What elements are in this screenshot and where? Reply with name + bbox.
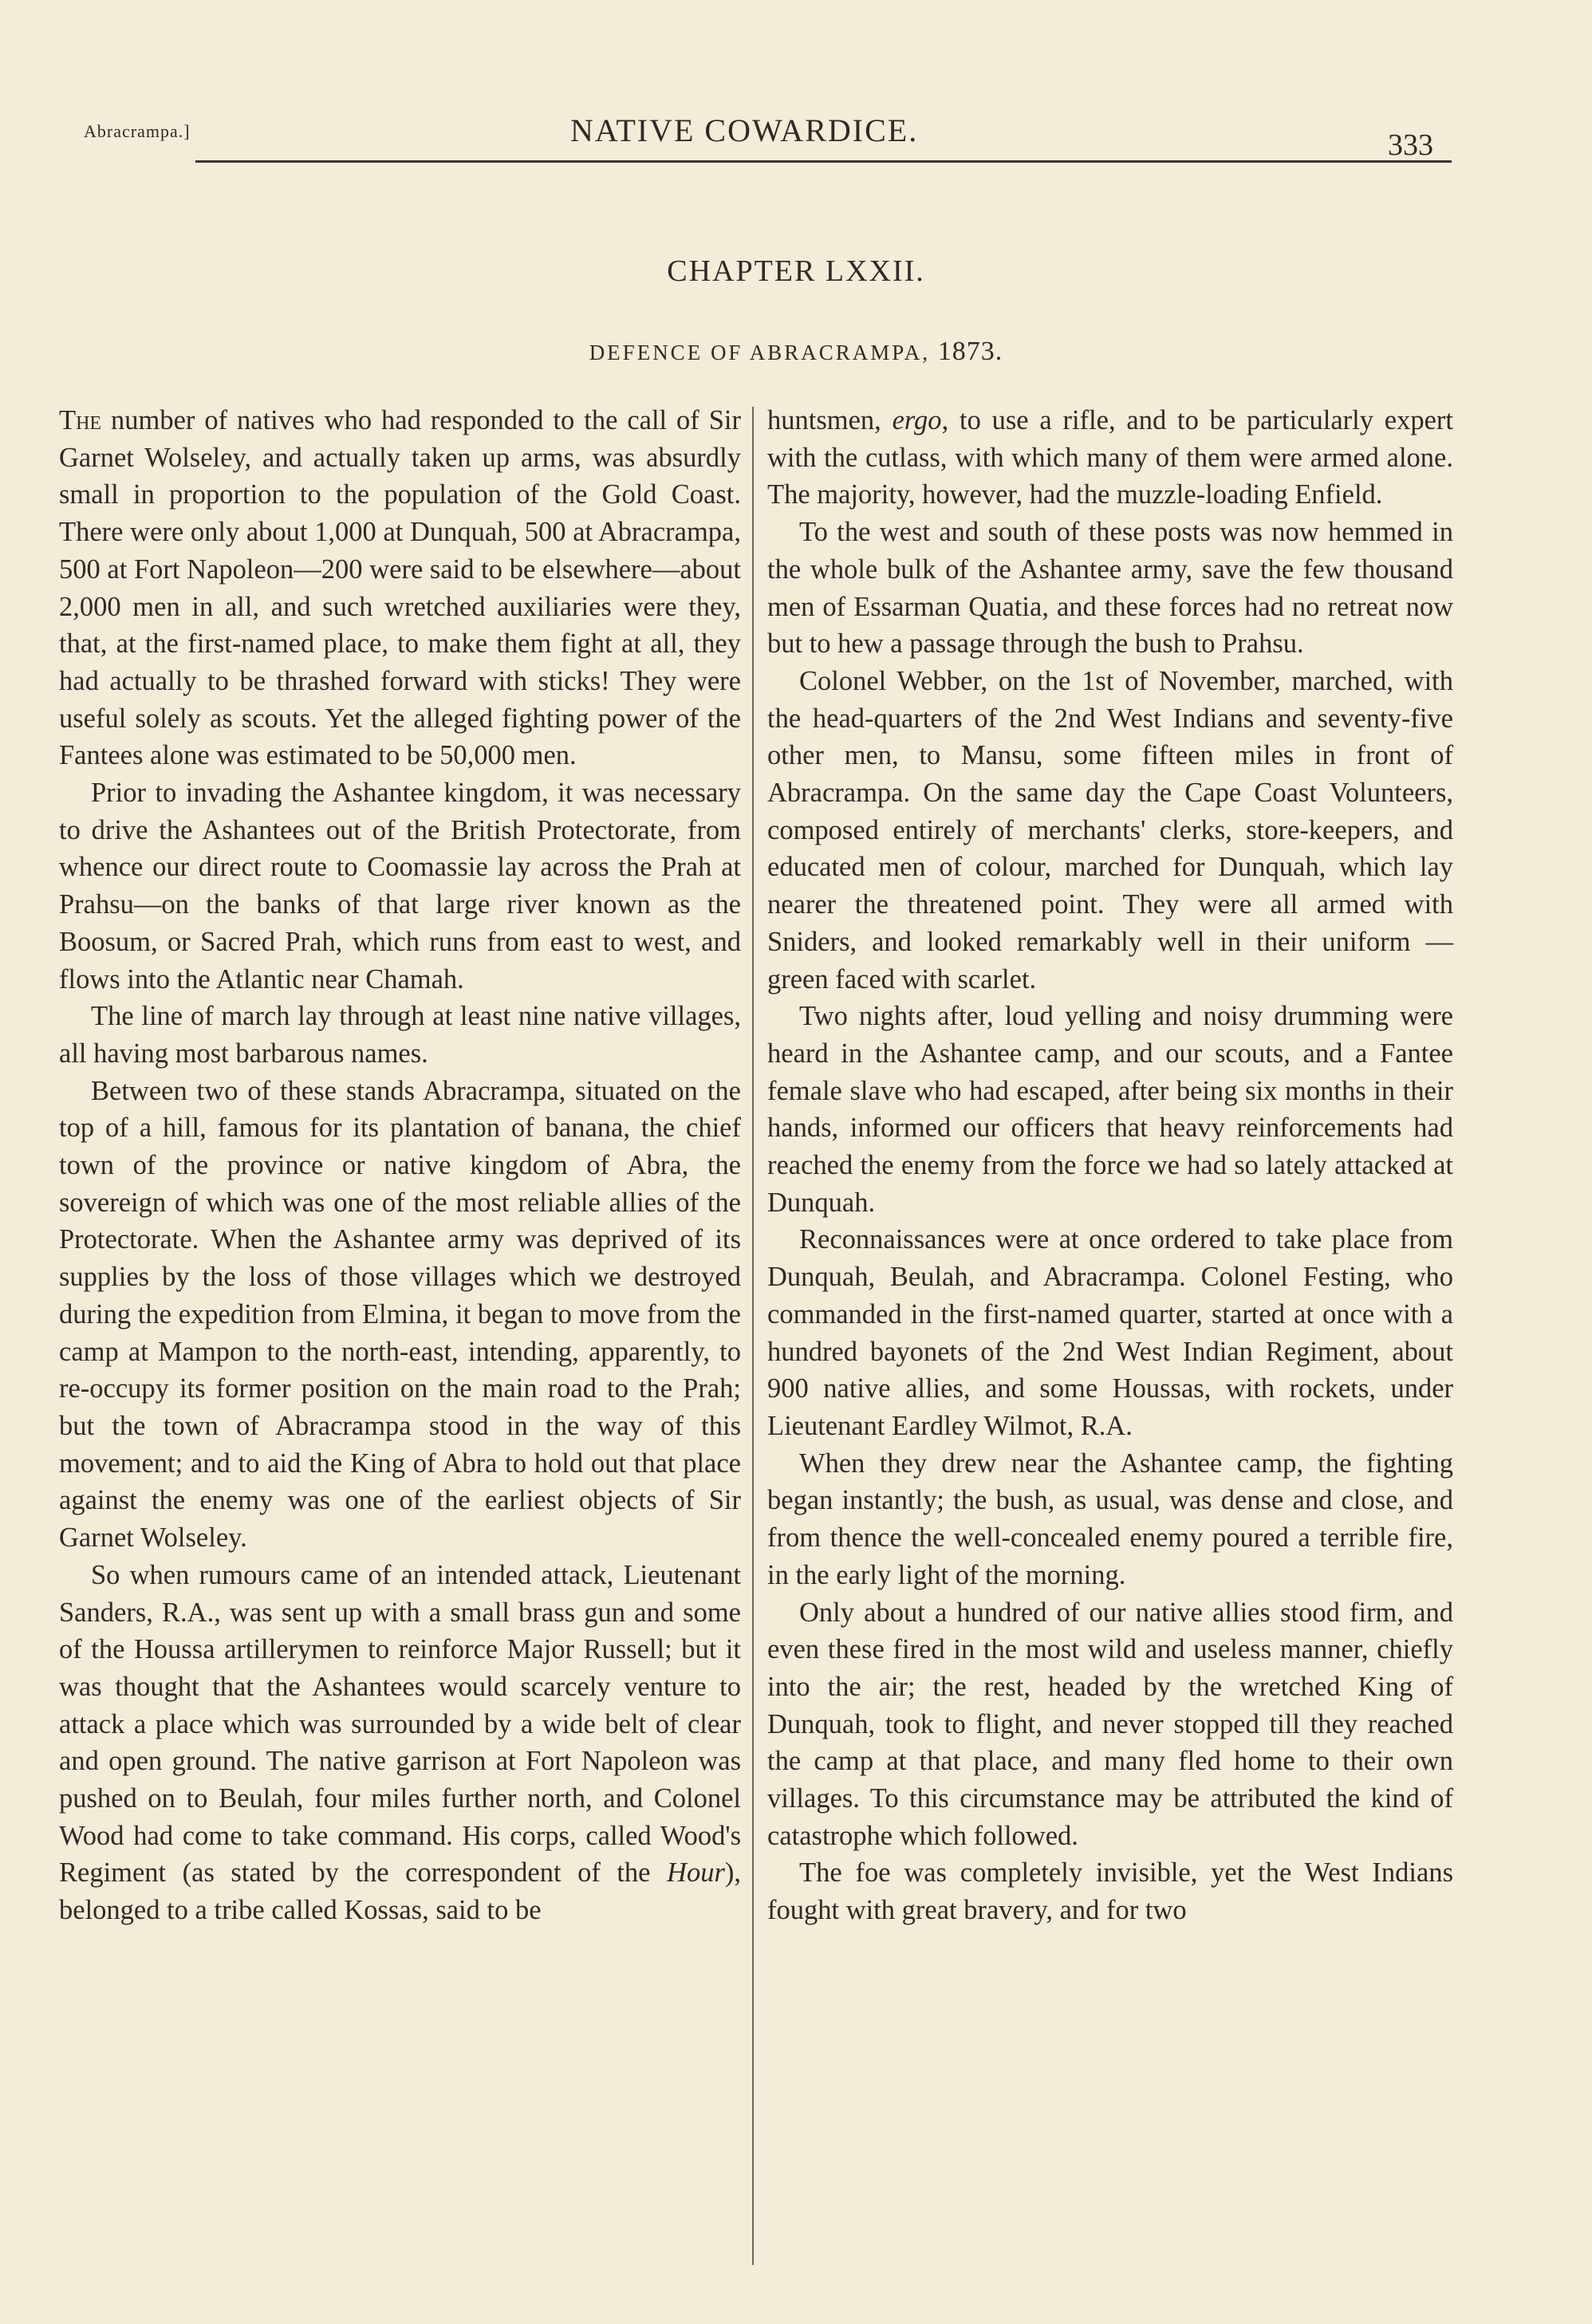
chapter-subtitle bbox=[0, 337, 1592, 367]
paragraph: Between two of these stands Abracrampa, situated on the top of a hill, famous for its plantation of banana, the chief town of the province or native kingdom of Abra, the sovereign of which was one of the most reliable allies of the Protectorate. When the Ashantee army was deprived of its supplies by the loss of those villages which we destroyed during the expedition from Elmina, it began to move from the camp at Mampon to the north-east, intending, apparently, to re-occupy its former position on the main road to the Prah; but the town of Abracrampa stood in the way of this movement; and to aid the King of Abra to hold out that place against the enemy was one of the earliest objects of Sir Garnet Wolseley. bbox=[59, 1075, 741, 1554]
subtitle-year: 1873. bbox=[937, 337, 1003, 366]
paragraph-text: ), belonged to a tribe called Kossas, said to be bbox=[59, 1857, 741, 1926]
left-column bbox=[59, 402, 741, 1929]
paragraph: Two nights after, loud yelling and noisy drumming were heard in the Ashantee camp, and our scouts, and a Fantee female slave who had escaped, after being six months in their hands, informed our officers that heavy reinforcements had reached the enemy from the force we had so lately attacked at Dunquah. bbox=[767, 1001, 1453, 1218]
paragraph: Colonel Webber, on the 1st of November, marched, with the head-quarters of the 2nd West Indians and seventy-five other men, to Mansu, some fifteen miles in front of Abracrampa. On the same day the Cape Coast Volunteers, composed entirely of merchants' clerks, store-keepers, and educated men of colour, marched for Dunquah, which lay nearer the threatened point. They were all armed with Sniders, and looked remarkably well in their uniform — green faced with scarlet. bbox=[767, 665, 1453, 995]
paragraph-text: So when rumours came of an intended attack, Lieutenant Sanders, R.A., was sent up with a small brass gun and some of the Houssa artillerymen to reinforce Major Russell; but it was thought that the Ashantees would scarcely venture to attack a place which was surrounded by a wide belt of clear and open ground. The native garrison at Fort Napoleon was pushed on to Beulah, four miles further north, and Colonel Wood had come to take command. His corps, called Wood's Regiment (as stated by the correspondent of the bbox=[59, 1559, 741, 1889]
paragraph: Reconnaissances were at once ordered to take place from Dunquah, Beulah, and Abracrampa. Colonel Festing, who commanded in the first-named quarter, started at once with a hundred bayonets of the 2nd West Indian Regiment, about 900 native allies, and some Houssas, with rockets, under Lieutenant Eardley Wilmot, R.A. bbox=[767, 1224, 1453, 1441]
paragraph: Only about a hundred of our native allies stood firm, and even these fired in the most wild and useless manner, chiefly into the air; the rest, headed by the wretched King of Dunquah, took to flight, and never stopped till they reached the camp at that place, and many fled home to their own villages. To this circumstance may be attributed the kind of catastrophe which followed. bbox=[767, 1597, 1453, 1851]
header-rule bbox=[195, 160, 1452, 163]
paragraph bbox=[59, 1557, 741, 1929]
drop-word: The bbox=[59, 405, 102, 435]
italic-text: ergo bbox=[892, 405, 942, 435]
paragraph: The foe was completely invisible, yet the West Indians fought with great bravery, and for two bbox=[767, 1857, 1453, 1926]
paragraph: The line of march lay through at least nine native villages, all having most barbarous names. bbox=[59, 1001, 741, 1069]
right-column bbox=[767, 402, 1453, 1929]
paragraph: When they drew near the Ashantee camp, the fighting began instantly; the bush, as usual, was dense and close, and from thence the well-concealed enemy poured a terrible fire, in the early light of the morning. bbox=[767, 1448, 1453, 1590]
paragraph: To the west and south of these posts was now hemmed in the whole bulk of the Ashantee army, save the few thousand men of Essarman Quatia, and these forces had no retreat now but to hew a passage through the bush to Prahsu. bbox=[767, 517, 1453, 660]
column-divider bbox=[752, 407, 754, 2265]
paragraph: Prior to invading the Ashantee kingdom, it was necessary to drive the Ashantees out of the British Protectorate, from whence our direct route to Coomassie lay across the Prah at Prahsu—on the banks of that large river known as the Boosum, or Sacred Prah, which runs from east to west, and flows into the Atlantic near Chamah. bbox=[59, 778, 741, 995]
page-number: 333 bbox=[1388, 128, 1433, 162]
paragraph-text: huntsmen, bbox=[767, 405, 893, 435]
italic-text: Hour bbox=[667, 1857, 725, 1889]
running-head-title: NATIVE COWARDICE. bbox=[570, 112, 919, 148]
paragraph-text: , to use a rifle, and to be particularly expert with the cutlass, with which many of them were armed alone. The majority, however, had the muzzle-loading Enfield. bbox=[767, 405, 1453, 510]
chapter-title: CHAPTER LXXII. bbox=[667, 254, 925, 288]
paragraph-text: number of natives who had responded to the call of Sir Garnet Wolseley, and actually taken up arms, was absurdly small in proportion to the population of the Gold Coast. There were only about 1,000 at Dunquah, 500 at Abracrampa, 500 at Fort Napoleon—200 were said to be elsewhere—about 2,000 men in all, and such wretched auxiliaries were they, that, at the first-named place, to make them fight at all, they had actually to be thrashed forward with sticks! They were useful solely as scouts. Yet the alleged fighting power of the Fantees alone was estimated to be 50,000 men. bbox=[59, 405, 741, 771]
running-head bbox=[84, 112, 1456, 160]
running-head-left: Abracrampa.] bbox=[84, 121, 191, 141]
paragraph bbox=[59, 402, 741, 774]
subtitle-text: DEFENCE OF ABRACRAMPA, bbox=[589, 341, 931, 364]
paragraph bbox=[767, 402, 1453, 514]
